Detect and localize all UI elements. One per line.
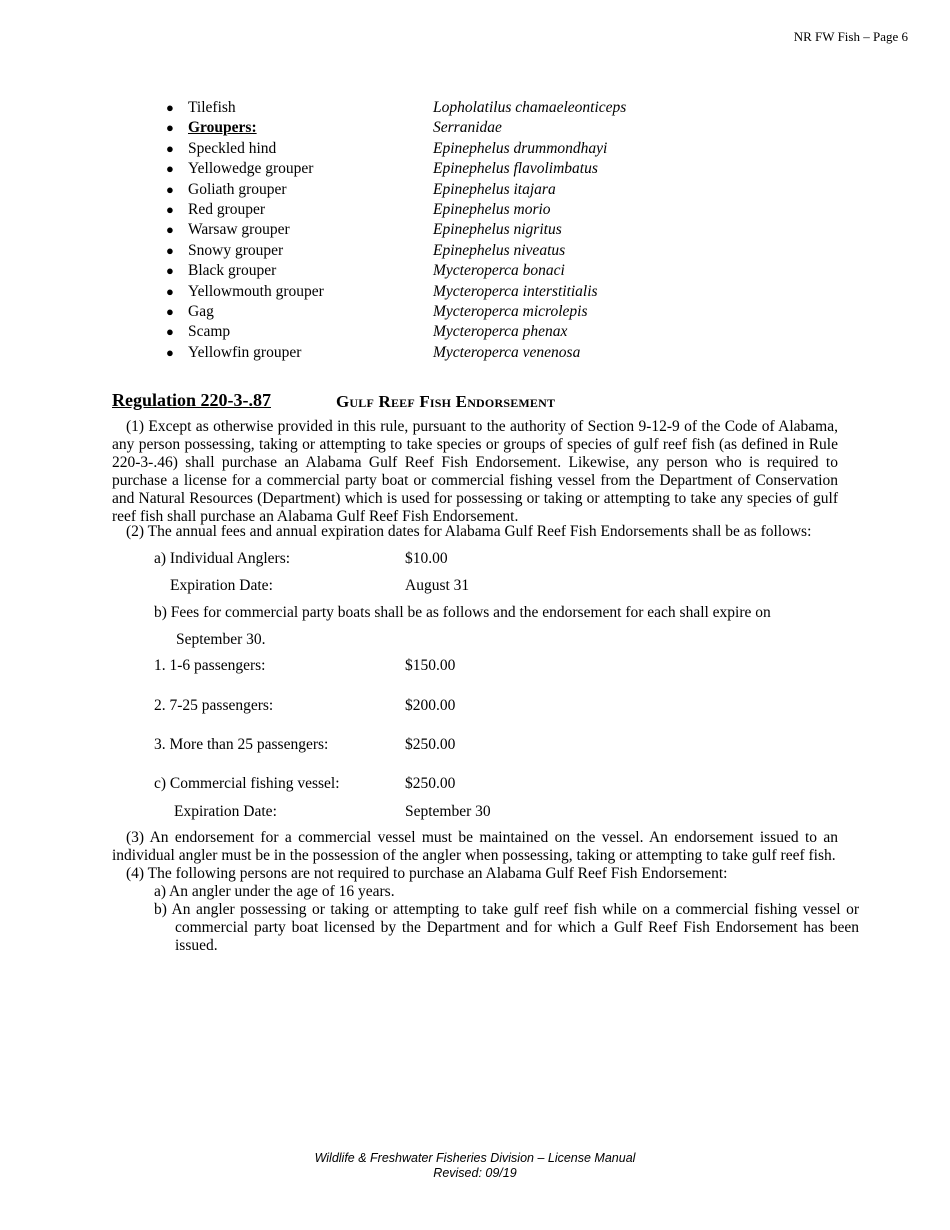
- common-name: Snowy grouper: [188, 241, 284, 259]
- bullet-icon: ●: [166, 120, 174, 136]
- scientific-name: Mycteroperca microlepis: [433, 302, 588, 320]
- exemption-b: b) An angler possessing or taking or attempting to take gulf reef fish while on a commercial fishing vessel or commercial party boat licensed by the Department and for which a Gulf Reef Fish Endorsement has been issued.: [154, 901, 859, 954]
- paragraph-1: (1) Except as otherwise provided in this rule, pursuant to the authority of Section 9-12-9 of the Code of Alabama, any person possessing, taking or attempting to take species or groups of species of gulf reef fish (as defined in Rule 220-3-.46) shall purchase an Alabama Gulf Reef Fish Endorsement. Likewise, any person who is required to purchase a license for a commercial party boat or commercial fishing vessel from the Department of Conservation and Natural Resources (Department) which is used for possessing or taking or attempting to take any species of gulf reef fish shall purchase an Alabama Gulf Reef Fish Endorsement.: [112, 418, 838, 525]
- common-name: Red grouper: [188, 200, 266, 218]
- scientific-name: Epinephelus drummondhayi: [433, 139, 608, 157]
- individual-anglers-label: a) Individual Anglers:: [154, 550, 291, 567]
- vessel-expiration-value: September 30: [405, 803, 491, 820]
- bullet-icon: ●: [166, 140, 174, 156]
- common-name: Speckled hind: [188, 139, 277, 157]
- bullet-icon: ●: [166, 201, 174, 217]
- party-tier-fee: $200.00: [405, 697, 456, 714]
- scientific-name: Epinephelus niveatus: [433, 241, 566, 259]
- bullet-icon: ●: [166, 263, 174, 279]
- common-name: Warsaw grouper: [188, 221, 290, 239]
- bullet-icon: ●: [166, 222, 174, 238]
- exemption-a: a) An angler under the age of 16 years.: [154, 883, 395, 900]
- scientific-name: Epinephelus morio: [433, 200, 551, 218]
- regulation-heading: Gulf Reef Fish Endorsement: [336, 392, 556, 411]
- footer-title: Wildlife & Freshwater Fisheries Division – License Manual: [314, 1151, 636, 1165]
- scientific-name: Mycteroperca venenosa: [433, 343, 581, 361]
- page-footer: [0, 1151, 950, 1181]
- paragraph-2: (2) The annual fees and annual expiration dates for Alabama Gulf Reef Fish Endorsements shall be as follows:: [126, 523, 812, 540]
- bullet-icon: ●: [166, 344, 174, 360]
- scientific-name: Lopholatilus chamaeleonticeps: [433, 99, 627, 116]
- bullet-icon: ●: [166, 161, 174, 177]
- party-tier-fee: $250.00: [405, 736, 456, 753]
- party-tier-label: 3. More than 25 passengers:: [154, 736, 329, 753]
- common-name: Yellowfin grouper: [188, 343, 302, 361]
- scientific-name: Epinephelus itajara: [433, 180, 556, 198]
- bullet-icon: ●: [166, 242, 174, 258]
- bullet-icon: ●: [166, 181, 174, 197]
- vessel-expiration-label: Expiration Date:: [174, 803, 277, 820]
- commercial-vessel-fee: $250.00: [405, 775, 456, 792]
- scientific-name: Epinephelus nigritus: [433, 221, 562, 239]
- bullet-icon: ●: [166, 303, 174, 319]
- party-tier-label: 1. 1-6 passengers:: [154, 657, 266, 674]
- scientific-name: Mycteroperca bonaci: [433, 262, 565, 280]
- common-name: Groupers:: [188, 119, 257, 137]
- party-boat-intro-cont: September 30.: [176, 631, 266, 648]
- common-name: Gag: [188, 302, 214, 320]
- common-name: Black grouper: [188, 262, 277, 280]
- party-tier-fee: $150.00: [405, 657, 456, 674]
- common-name: Goliath grouper: [188, 180, 287, 198]
- individual-expiration-label: Expiration Date:: [170, 577, 273, 594]
- paragraph-4: (4) The following persons are not required to purchase an Alabama Gulf Reef Fish Endorsement:: [126, 865, 728, 882]
- bullet-icon: ●: [166, 100, 174, 115]
- common-name: Tilefish: [188, 99, 236, 116]
- individual-anglers-fee: $10.00: [405, 550, 448, 567]
- party-tier-label: 2. 7-25 passengers:: [154, 697, 274, 714]
- common-name: Yellowmouth grouper: [188, 282, 324, 300]
- common-name: Yellowedge grouper: [188, 160, 314, 178]
- scientific-name: Mycteroperca interstitialis: [433, 282, 598, 300]
- party-boat-intro: b) Fees for commercial party boats shall be as follows and the endorsement for each shall expire on: [154, 604, 771, 621]
- page-number-header: NR FW Fish – Page 6: [793, 29, 908, 44]
- scientific-name: Mycteroperca phenax: [433, 323, 568, 341]
- footer-revision: Revised: 09/19: [433, 1166, 517, 1180]
- scientific-name: Serranidae: [433, 119, 502, 137]
- bullet-icon: ●: [166, 283, 174, 299]
- scientific-name: Epinephelus flavolimbatus: [433, 160, 598, 178]
- common-name: Scamp: [188, 323, 231, 341]
- commercial-vessel-label: c) Commercial fishing vessel:: [154, 775, 340, 792]
- regulation-number: Regulation 220-3-.87: [112, 390, 271, 410]
- bullet-icon: ●: [166, 324, 174, 340]
- individual-expiration-value: August 31: [405, 577, 470, 594]
- paragraph-3: (3) An endorsement for a commercial vessel must be maintained on the vessel. An endorsement issued to an individual angler must be in the possession of the angler when possessing, taking or attempting to take gulf reef fish.: [112, 829, 838, 864]
